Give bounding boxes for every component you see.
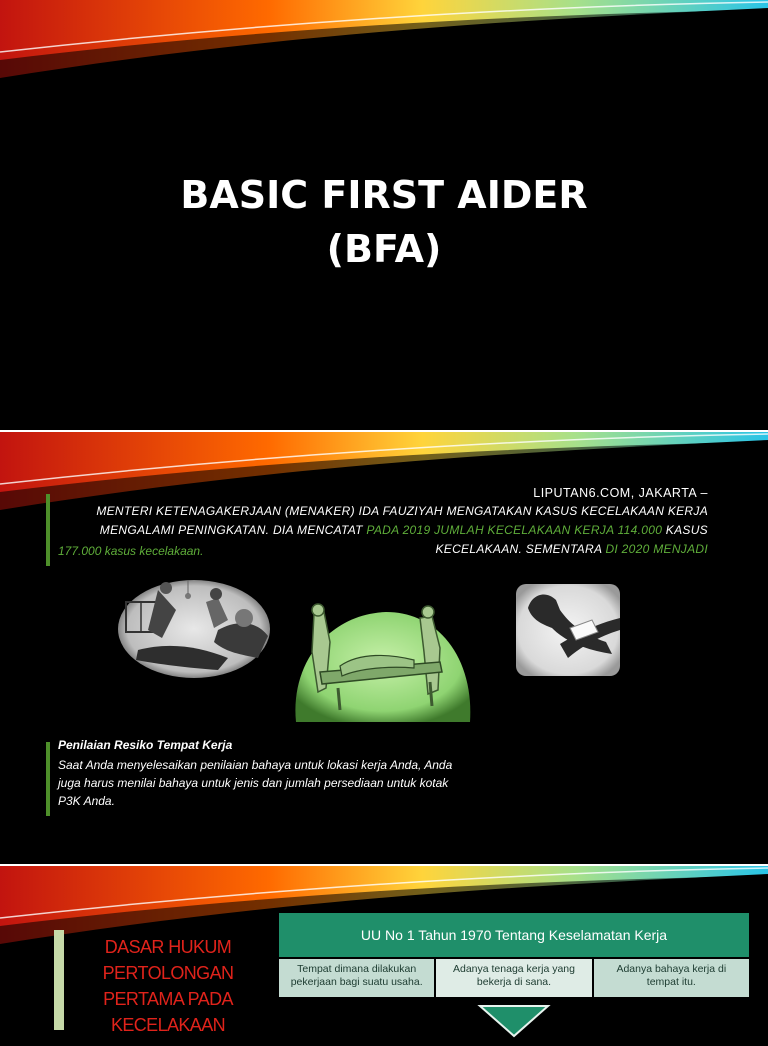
legal-basis-title: DASAR HUKUM PERTOLONGAN PERTAMA PADA KECELAKAAN [102,937,234,1035]
news-source: LIPUTAN6.COM, JAKARTA – [533,486,708,500]
accent-bar [46,742,50,816]
news-block [46,486,714,566]
law-diagram [279,913,749,997]
law-criterion-workers: Adanya tenaga kerja yang bekerja di sana. [436,959,591,997]
down-arrow-icon [480,1006,548,1046]
news-highlight-2019: PADA 2019 JUMLAH KECELAKAAN KERJA 114.000 [366,523,663,537]
law-criteria-row [279,959,749,997]
title-line-1: BASIC FIRST AIDER [180,173,588,217]
slide-legal-basis [0,866,768,1035]
workplace-accident-illustration [118,580,270,678]
slide-news [0,432,768,864]
bandaged-arm-illustration [516,584,620,676]
law-criterion-hazard: Adanya bahaya kerja di tempat itu. [594,959,749,997]
news-tail: 177.000 kasus kecelakaan. [58,544,204,558]
news-highlight-2020: DI 2020 MENJADI [605,542,708,556]
risk-body: Saat Anda menyelesaikan penilaian bahaya untuk lokasi kerja Anda, Anda juga harus menilai bahaya untuk jenis dan jumlah persediaan untuk kotak P3K Anda. [58,758,453,808]
legal-basis-title-block [54,930,254,1035]
law-header: UU No 1 Tahun 1970 Tentang Keselamatan Kerja [279,913,749,957]
slide-title [0,0,768,430]
accent-bar [46,494,50,566]
slide-title-text [0,168,768,276]
law-criterion-workplace: Tempat dimana dilakukan pekerjaan bagi suatu usaha. [279,959,434,997]
decorative-swoosh [0,0,768,90]
stretcher-rescue-illustration [290,602,476,730]
news-text-2: KASUS KECELAKAAN. SEMENTARA [435,523,708,556]
accent-bar [54,930,64,1030]
risk-assessment-block [46,738,466,816]
news-text-1: MENTERI KETENAGAKERJAAN (MENAKER) IDA FAUZIYAH MENGATAKAN KASUS KECELAKAAN KERJA MENGALAMI PENINGKATAN. DIA MENCATAT [96,504,708,537]
title-line-2: (BFA) [326,227,442,271]
risk-heading: Penilaian Resiko Tempat Kerja [58,738,233,752]
